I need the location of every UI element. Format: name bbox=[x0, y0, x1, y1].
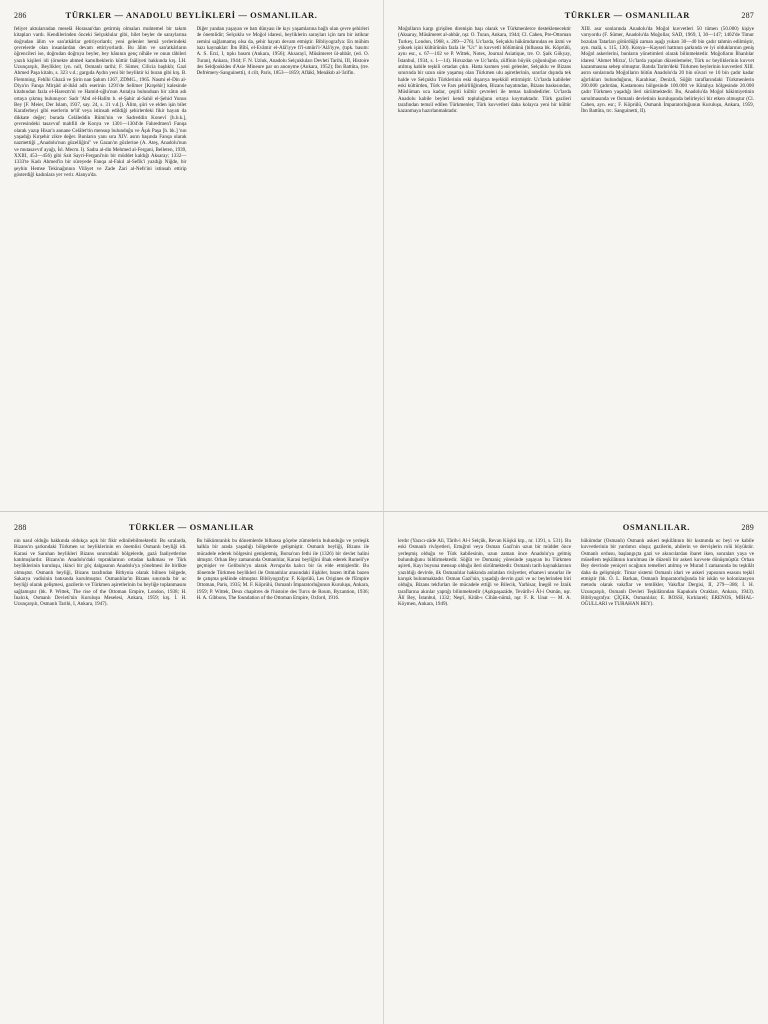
page-header bbox=[14, 10, 369, 22]
page-289 bbox=[384, 512, 768, 1024]
page-number: 287 bbox=[741, 11, 754, 20]
text-column-right bbox=[197, 26, 370, 512]
text-column-left bbox=[14, 538, 187, 1024]
running-title: TÜRKLER — ANADOLU BEYLİKLERİ — OSMANLILAR. bbox=[65, 10, 318, 20]
page-288 bbox=[0, 512, 384, 1024]
text-column-left bbox=[398, 538, 571, 1024]
text-column-left bbox=[14, 26, 187, 512]
text-column-right bbox=[197, 538, 370, 1024]
paragraph: feliyet aktularından meselâ Horasan'dan getirmiş olmaları muhtemel bir takım kitapları vardı. Kendilerinden önceki Selçuklular gibi, bilet beyler de saraylarına doğrudan âlim ve san'atkârlar getiriyorlardı; yeni gelenler hemâ yerlerindeki çevrelerde olan insanlardan devam ettiriyorlardı. Bu âlim ve san'atkârların öğrencileri ise, doğrudan doğruya beyler, bey hânının genç nîhâle ve onun tâbileri yazılı kişileri idi (örnekte ahmed kamılbeklerin küttür faâliyeti hakkında krş. İ.H. Uzunçarşılı, Beylikler; iyn. nıll, Osmanlı tarihi; F. Sümer, Cilicia başlıklı; Gazi Ahmed Paşa kitabı, s. 323 v.d.; gargıda Aydın yeni bir beyliktir ki buran gibi krş. B. Flemming, Fehîhi Ghazâ ve Şirin nan Şahım 1367, ZDMG., 1965. Nasmi el-Din al-Diya'ın Fanqa Mirşâd al-ibâd adlı eserinin 1291'de Selîmer [Kırşehir] kalesinde kitabından fazla el-Harezm'ni ve Hamid-oğlu'nun Antalya bulunduan bir zâtın adı ortaya çıkmış bulunuyor: Sadr 'Abd el-Halîm b. el-Şahir al-Sahil el-Şehid Yunus Bey [F. Meier, Der Islam, 1937, say. 24, s. 31 v.d.]). Âlim, şiiri ve elden işin bilet Karaferbeyi gibi eserlerin te'lif veya istinsah edildiği şehirlerdeki fikir hayatı da dikkate değer; burada Celâleddin Rûmi'nin ve Sadreddin Konevî [h.b.k.], çevresindeki tasavvuf mahfili de Konya ve 1301—1304'de Fahredmen'i Fanqa olarak yazıp Hisar'a annane Celâlet'tin mensup bulunduğu ve Âşık Paşa [h. bk.] 'nın yaşadığı Kırşehir zikre değer. Bunların yanı sıra XIV. asrın başında Fanqa olarak nazmettiği „Anadolu'nun güzelliğini" ve Gazan'ın gözlerine (A. Ateş, Anadolu'nun ve mutasavvıf ayağı, İsl. Mecm. I). Sadra al-din Mehmed al-Fergani, Belleten, 1939, XXIII, 453—456) gibi Sait Sayri-Fergani'nin bir müddet kaldığı Aksaray; 1332—1333'te Kadı Ahmed'in bir süreyede Fanqa al-Fakıl al-Sefik'i yazdığı Niğde, bir şeyhin Hemse Tekinağınnın Vilâyet ve Zade Zari al-Nefs'ini istinsah ettirip gösterdiği kadınlara yer verir. Alanya'da. bbox=[14, 26, 187, 178]
text-columns bbox=[14, 538, 369, 1024]
page-header bbox=[398, 522, 754, 534]
running-title: OSMANLILAR. bbox=[622, 522, 690, 532]
paragraph: XIII. asır sonlarında Anadolu'da Moğol kuvvetleri 50 tümen (50.000) kişiye varıyordu (F. Sümer, Anadolu'da Moğollar, SAD, 1969, I, 30—147; 1402'de Timur bozulan Tatarları götürdüğü zaman aşağı yukarı 30—40 bin çadır tahmin edilmiştir, ayn. malâ, s. 115, 130). Konya—Kayseri hattının şarkında ve iyi olduklarının geniş Moğol askerlerini, bunların yönetimleri olarak bilinmektedir. Moğolların İlhanlılar idaresi 'Ahmet Mirza', Uc'larda yapılan düzenlemeler, Türk uc beyliklerinin kuvvet kazanmasına sebep olmuştur. Batıda Tarim'deki Türkmen beylerinin kuvvetleri XIII. asrın sonlarında Moğolların bütün Anadolu'da 20 bin süvari ve 10 bin çadır kadar ağırlıkları bulunduğunu, Karahisar, Denizli, Söğüt taraflarındaki Türkmenlerin 200.000 çadırdan, Kastamonu bölgesinde 100.000 ve Kütahya bölgesinde 20.000 çadır Türkmen yaşadığı ileri sürülmektedir. Bu, Anadolu'da Moğol hâkimiyetinin sarsılmasında ve Osmanlı devletinin kuruluşunda belirleyici bir etken olmuştur (Cl. Cahen, ayn. esr.; F. Köprülü, Osmanlı İmparatorluğunun Kuruluşu, Ankara, 1959, İbn Battûta, trc. Sanguinetti, II). bbox=[581, 26, 754, 115]
paragraph: nin nasıl olduğu hakkında oldukça açık bir fikir edinilebilmektedir. Bu sıralarda, Bizans'ın şarkındaki Türkmen uc beyliklerinin en önemlisi Osmanlı beyliği idi. Karasi ve Saruhan beylikleri Bizans sınırındaki bölgelerde, gazâ faaliyetlerine katılmışlardır. Bizans'ın Anadolu'daki topraklarının ortadan kalkması ve Türk beyliklerinin kuruluşu, ikinci bir göç dalgasının Anadolu'ya yönelmesi ile birlikte olmuştur. Osmanlı beyliği, Bizans tarafından Bithynia olarak bilinen bölgede, Sakarya vadisinin batısında kurulmuştur. Osmanlılar'ın Bizans sınırında bir uc beyliği olarak gelişmesi, gazilerin ve Türkmen aşiretlerinin bu beyliğe toplanmasını sağlamıştır (bk. P. Wittek, The rise of the Ottoman Empire, London, 1938; H. İnalcık, Osmanlı Devleti'nin Kuruluşu Meselesi, Ankara, 1959; krş. İ. H. Uzunçarşılı, Osmanlı Tarihi, I, Ankara, 1947). bbox=[14, 538, 187, 608]
page-287 bbox=[384, 0, 768, 512]
paragraph: lerdır (Yazıcı-zâde Ali, Târih-i Âl-i Selçûk, Revan Köşkü ktp., nr. 1391, s. 531). Bu eski Osmanlı rivâyetleri, Ertuğrul veya Osman Gazi'nin uzun bir müddet önce yerleşmiş olduğu ve Türk kabilesinin, uzun zaman önce Anadolu'ya gelmiş bulunduğunu bildirmektedir. Söğüt ve Domaniç yöresinde yaşayan bu Türkmen aşireti, Kayı boyuna mensup olduğu ileri sürülmektedir. Osmanlı tarih kaynaklarının yazıldığı devirde, ilk Osmanlılar hakkında anlatılan rivâyetler, efsanevi unsurlar ile karışık bulunmaktadır. Osman Gazi'nin, yaşadığı devrin gazi ve uc beylerinden biri olduğu, Bizans tekfurları ile mücadele ettiği ve Bilecik, Yarhisar, İnegöl ve İznik taraflarına akınlar yaptığı bilinmektedir (Aşıkpaşazâde, Tevârîh-i Âl-i Osmân, nşr. Âlî Bey, İstanbul, 1332; Neşrî, Kitâb-ı Cihân-nümâ, nşr. F. R. Unat — M. A. Köymen, Ankara, 1949). bbox=[398, 538, 571, 608]
paragraph: Diğer yandan yaşayan ve batı dünyası ile kıyı yaşamlarına bağlı olan çevre şehirleri de önemlidir; Selçuklu ve Moğol idaresi, beyliklerin sarayları için tam bir istikrar zemini sağlamamış olsa da, şehir hayatı devam etmiştir. Bibliyografya: En mühim bazı kaynaklar: İbn Bîbî, el-Evâmir el-Alâ'iyye fi'l-umûri'l-'Alâ'iyye, (tıpk. basım: A. S. Erzi, I, tıpkı basım (Ankara, 1956); Aksarayî, Müsâmeret ül-ahbâr, (ed. O. Turan), Ankara, 1944; F. N. Uzluk, Anadolu Selçukluları Devleti Tarihi, III, Histoire des Seldjoukides d'Asie Mineure par un anonyme (Ankara, 1952); İbn Battûta, (tre. Defrémery-Sanguinetti), 4 cilt, Paris, 1853—1859; Aflâkî, Menâkıb al-'ârifîn. bbox=[196, 26, 369, 77]
text-columns bbox=[398, 26, 754, 512]
text-column-right bbox=[581, 26, 754, 512]
page-number: 288 bbox=[14, 523, 27, 532]
page-number: 289 bbox=[741, 523, 754, 532]
paragraph: Moğolların kargı girişilen direnişin başı olarak ve Türkmenlerce desteklenecektir (Aksaray, Müsâmeret al-ahbâr, nşr. O. Turan, Ankara, 1944; Cl. Cahen, Pre-Ottoman Turkey, London, 1968, s. 269—276). Uc'larda, Selçuklu hükümdarından en âzmi ve yüksek işini kültürünün fazla ile "Uc" in kuvvetli bölümünü (bilhassa bk. Köprülü, aynı esr., s. 67—102 ve P. Wittek, Notes, Journal Asiatique, tre. O. Şaik Gökyay, İstanbul, 1934, s. 1—14). Hırsızdan ve Uc'larda, zülfinin büyük çoğunluğun ortaya atılmış kabile teşkili ortadan çıktı. Hatta kısmen yeni gelenler, Selçuklu ve Bizans sınırında bir uzun süre yaşamış olan Türkmen ulu aşiretlerinin, sınırlar dışında tek halde ve Selçuklu Türklerinin eski dışarıya teşekkül ettirmiştir. Uc'larda kabileler eski kültürden, Türk ve Fars şehirliliğinden, Bizans hayatından, Bizans baskısından, Müslüman uca kadar, çeşitli kültür çevreleri ile temas halindedirler. Uc'larda Anadolu kabile beyleri kendi topluluğunu ortaya koymaktadır. Türk gazileri tarafından temsil edilen Türkmenler, Türk kuvvetleri daha kolayca yeni bir kültür kazanmaya hazırlanmaktadır. bbox=[398, 26, 571, 115]
page-286 bbox=[0, 0, 384, 512]
text-columns bbox=[14, 26, 369, 512]
page-header bbox=[14, 522, 369, 534]
running-title: TÜRKLER — OSMANLILAR bbox=[564, 10, 690, 20]
running-title: TÜRKLER — OSMANLILAR bbox=[128, 522, 255, 532]
text-column-right bbox=[581, 538, 754, 1024]
paragraph: hükümdar (Osmanlı) Osmanlı askeri teşkilâtının bir kısmında uc beyi ve kabile kuvvetlerinin bir yardımcı oluşu; gazilerin, ahilerin ve dervişlerin rolü büyüktür. Osmanlı ordusu, başlangıçta gazi ve akıncılardan ibaret iken, sonraları yaya ve müsellem teşkilâtının kurulması ile düzenli bir askeri kuvvete dönüşmüştür. Orhan Bey devrinde yeniçeri ocağının temelleri atılmış ve Murad I zamanında bu teşkilât daha da gelişmiştir. Timar sistemi Osmanlı idari ve askeri yapısının esasını teşkil etmiştir (bk. Ö. L. Barkan, Osmanlı İmparatorluğunda bir iskân ve kolonizasyon metodu olarak vakıflar ve temlikler, Vakıflar Dergisi, II, 279—386; İ. H. Uzunçarşılı, Osmanlı Devleti Teşkilâtından Kapukulu Ocakları, Ankara, 1943). Bibliyografya: ÇİÇEK, Osmanlılar; E. ROSSI, Kırklareli; ERENOS, MİHAL-OĞULLARI ve TURAHAN BEY). bbox=[581, 538, 754, 608]
text-column-left bbox=[398, 26, 571, 512]
paragraph: Bu hükümranlık bu dönemlerde bilhassa göçebe zümrelerin bulunduğu ve yerleşik halkla bir arada yaşadığı bölgelerde gelişmiştir. Osmanlı beyliği, Bizans ile mücadele ederek bölgesini genişletmiş, Bursa'nın fethi ile (1326) bir devlet halini almıştır. Orhan Bey zamanında Osmanlılar, Karasi beyliğini ilhak ederek Rumeli'ye geçmişler ve Gelibolu'yu alarak Avrupa'da kalıcı bir üs elde etmişlerdir. Bu dönemde Türkmen beylikleri ile Osmanlılar arasındaki ilişkiler, bazen ittifak bazen de çatışma şeklinde olmuştur. Bibliyografya: F. Köprülü, Les Origines de l'Empire Ottoman, Paris, 1935; M. F. Köprülü, Osmanlı İmparatorluğunun Kuruluşu, Ankara, 1959; P. Wittek, Deux chapitres de l'histoire des Turcs de Roum, Byzantion, 1936; H. A. Gibbons, The foundation of the Ottoman Empire, Oxford, 1916. bbox=[196, 538, 369, 602]
page-number: 286 bbox=[14, 11, 27, 20]
text-columns bbox=[398, 538, 754, 1024]
page-header bbox=[398, 10, 754, 22]
